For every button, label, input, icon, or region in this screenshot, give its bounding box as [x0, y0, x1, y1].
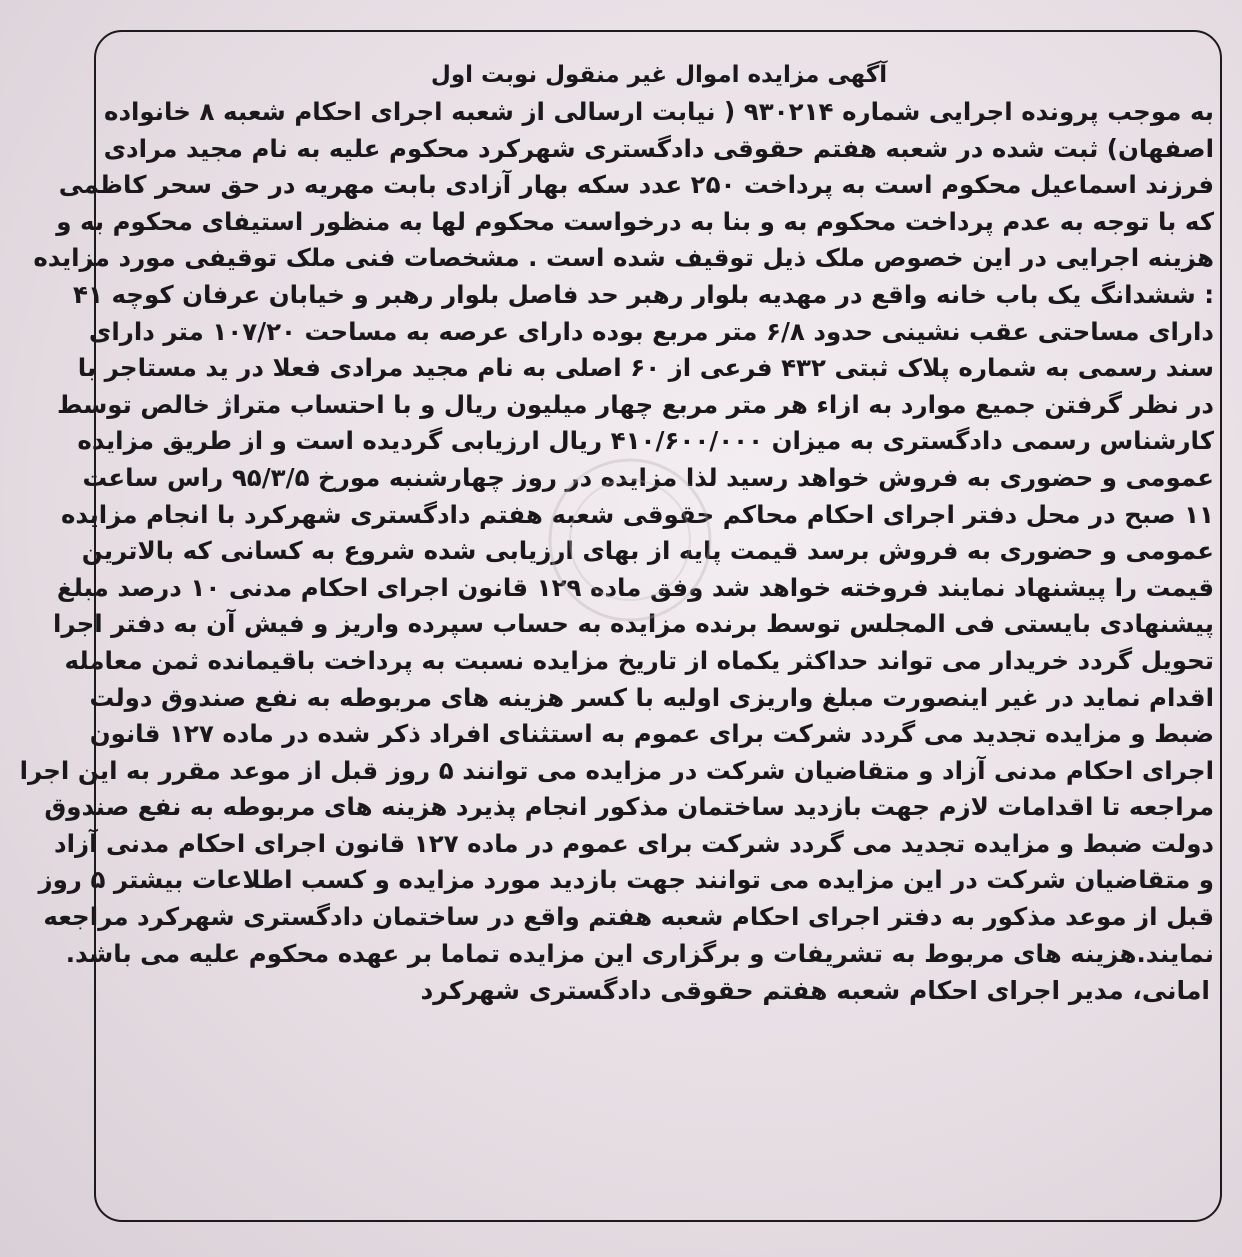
- notice-line: که با توجه به عدم پرداخت محکوم به و بنا به درخواست محکوم لها به منظور استیفای محکوم به و: [56, 206, 1214, 236]
- notice-line: و متقاضیان شرکت در این مزایده می توانند جهت بازدید مورد مزایده و کسب اطلاعات بیشتر ۵ روز: [38, 865, 1214, 895]
- notice-line: فرزند اسماعیل محکوم است به پرداخت ۲۵۰ عدد سکه بهار آزادی بابت مهریه در حق سحر کاظمی: [58, 170, 1214, 200]
- notice-line: قیمت را پیشنهاد نمایند فروخته خواهد شد وفق ماده ۱۲۹ قانون اجرای احکام مدنی ۱۰ درصد مبلغ: [56, 572, 1214, 602]
- notice-title: آگهی مزایده اموال غیر منقول نوبت اول: [430, 62, 888, 88]
- notice-line: : ششدانگ یک باب خانه واقع در مهدیه بلوار رهبر حد فاصل بلوار رهبر و خیابان عرفان کوچه ۴۱: [73, 279, 1214, 309]
- notice-line: سند رسمی به شماره پلاک ثبتی ۴۳۲ فرعی از ۶۰ اصلی به نام مجید مرادی فعلا در ید مستاجر با: [77, 353, 1214, 383]
- notice-line: هزینه اجرایی در این خصوص ملک ذیل توقیف شده است . مشخصات فنی ملک توقیفی مورد مزایده: [33, 243, 1214, 273]
- notice-line: اجرای احکام مدنی آزاد و متقاضیان شرکت در مزایده می توانند ۵ روز قبل از موعد مقرر به این اجرا: [19, 755, 1214, 785]
- notice-line: تحویل گردد خریدار می تواند حداکثر یکماه از تاریخ مزایده نسبت به پرداخت باقیمانده ثمن معامله: [64, 645, 1214, 675]
- notice-line: مراجعه تا اقدامات لازم جهت بازدید ساختمان مذکور انجام پذیرد هزینه های مربوطه به نفع صندوق: [44, 792, 1214, 822]
- notice-line: دولت ضبط و مزایده تجدید می گردد شرکت برای عموم در ماده ۱۲۷ قانون اجرای احکام مدنی آزاد: [54, 828, 1214, 858]
- notice-line: نمایند.هزینه های مربوط به تشریفات و برگزاری این مزایده تماما بر عهده محکوم علیه می باشد.: [65, 938, 1214, 968]
- notice-line: به موجب پرونده اجرایی شماره ۹۳۰۲۱۴ ( نیابت ارسالی از شعبه اجرای احکام شعبه ۸ خانواده: [104, 97, 1215, 126]
- notice-line: کارشناس رسمی دادگستری به میزان ۴۱۰/۶۰۰/۰۰۰ ریال ارزیابی گردیده است و از طریق مزایده: [77, 426, 1214, 456]
- notice-line: اقدام نماید در غیر اینصورت مبلغ واریزی اولیه با کسر هزینه های مربوطه به نفع صندوق دولت: [89, 682, 1214, 712]
- notice-line: قبل از موعد مذکور به دفتر اجرای احکام شعبه هفتم واقع در ساختمان دادگستری شهرکرد مراجعه: [43, 902, 1214, 932]
- notice-line: ضبط و مزایده تجدید می گردد شرکت برای عموم به استثنای افراد ذکر شده در ماده ۱۲۷ قانون: [89, 719, 1214, 749]
- notice-signature: امانی، مدیر اجرای احکام شعبه هفتم حقوقی دادگستری شهرکرد: [420, 976, 1210, 1006]
- notice-line: دارای مساحتی عقب نشینی حدود ۶/۸ متر مربع بوده دارای عرصه به مساحت ۱۰۷/۲۰ متر دارای: [88, 316, 1214, 346]
- notice-line: عمومی و حضوری به فروش خواهد رسید لذا مزایده در روز چهارشنبه مورخ ۹۵/۳/۵ راس ساعت: [82, 462, 1214, 492]
- notice-line: اصفهان) ثبت شده در شعبه هفتم حقوقی دادگستری شهرکرد محکوم علیه به نام مجید مرادی: [103, 133, 1214, 163]
- notice-line: ۱۱ صبح در محل دفتر اجرای احکام محاکم حقوقی شعبه هفتم دادگستری شهرکرد با انجام مزایده: [60, 499, 1214, 529]
- notice-line: عمومی و حضوری به فروش برسد قیمت پایه از بهای ارزیابی شده شروع به کسانی که بالاترین: [81, 536, 1214, 566]
- notice-line: در نظر گرفتن جمیع موارد به ازاء هر متر مربع چهار میلیون ریال و با احتساب متراژ خالص توسط: [56, 389, 1214, 419]
- faded-stamp-icon: [500, 440, 760, 640]
- notice-line: پیشنهادی بایستی فی المجلس توسط برنده مزایده به حساب سپرده واریز و فیش آن به دفتر اجرا: [52, 609, 1214, 639]
